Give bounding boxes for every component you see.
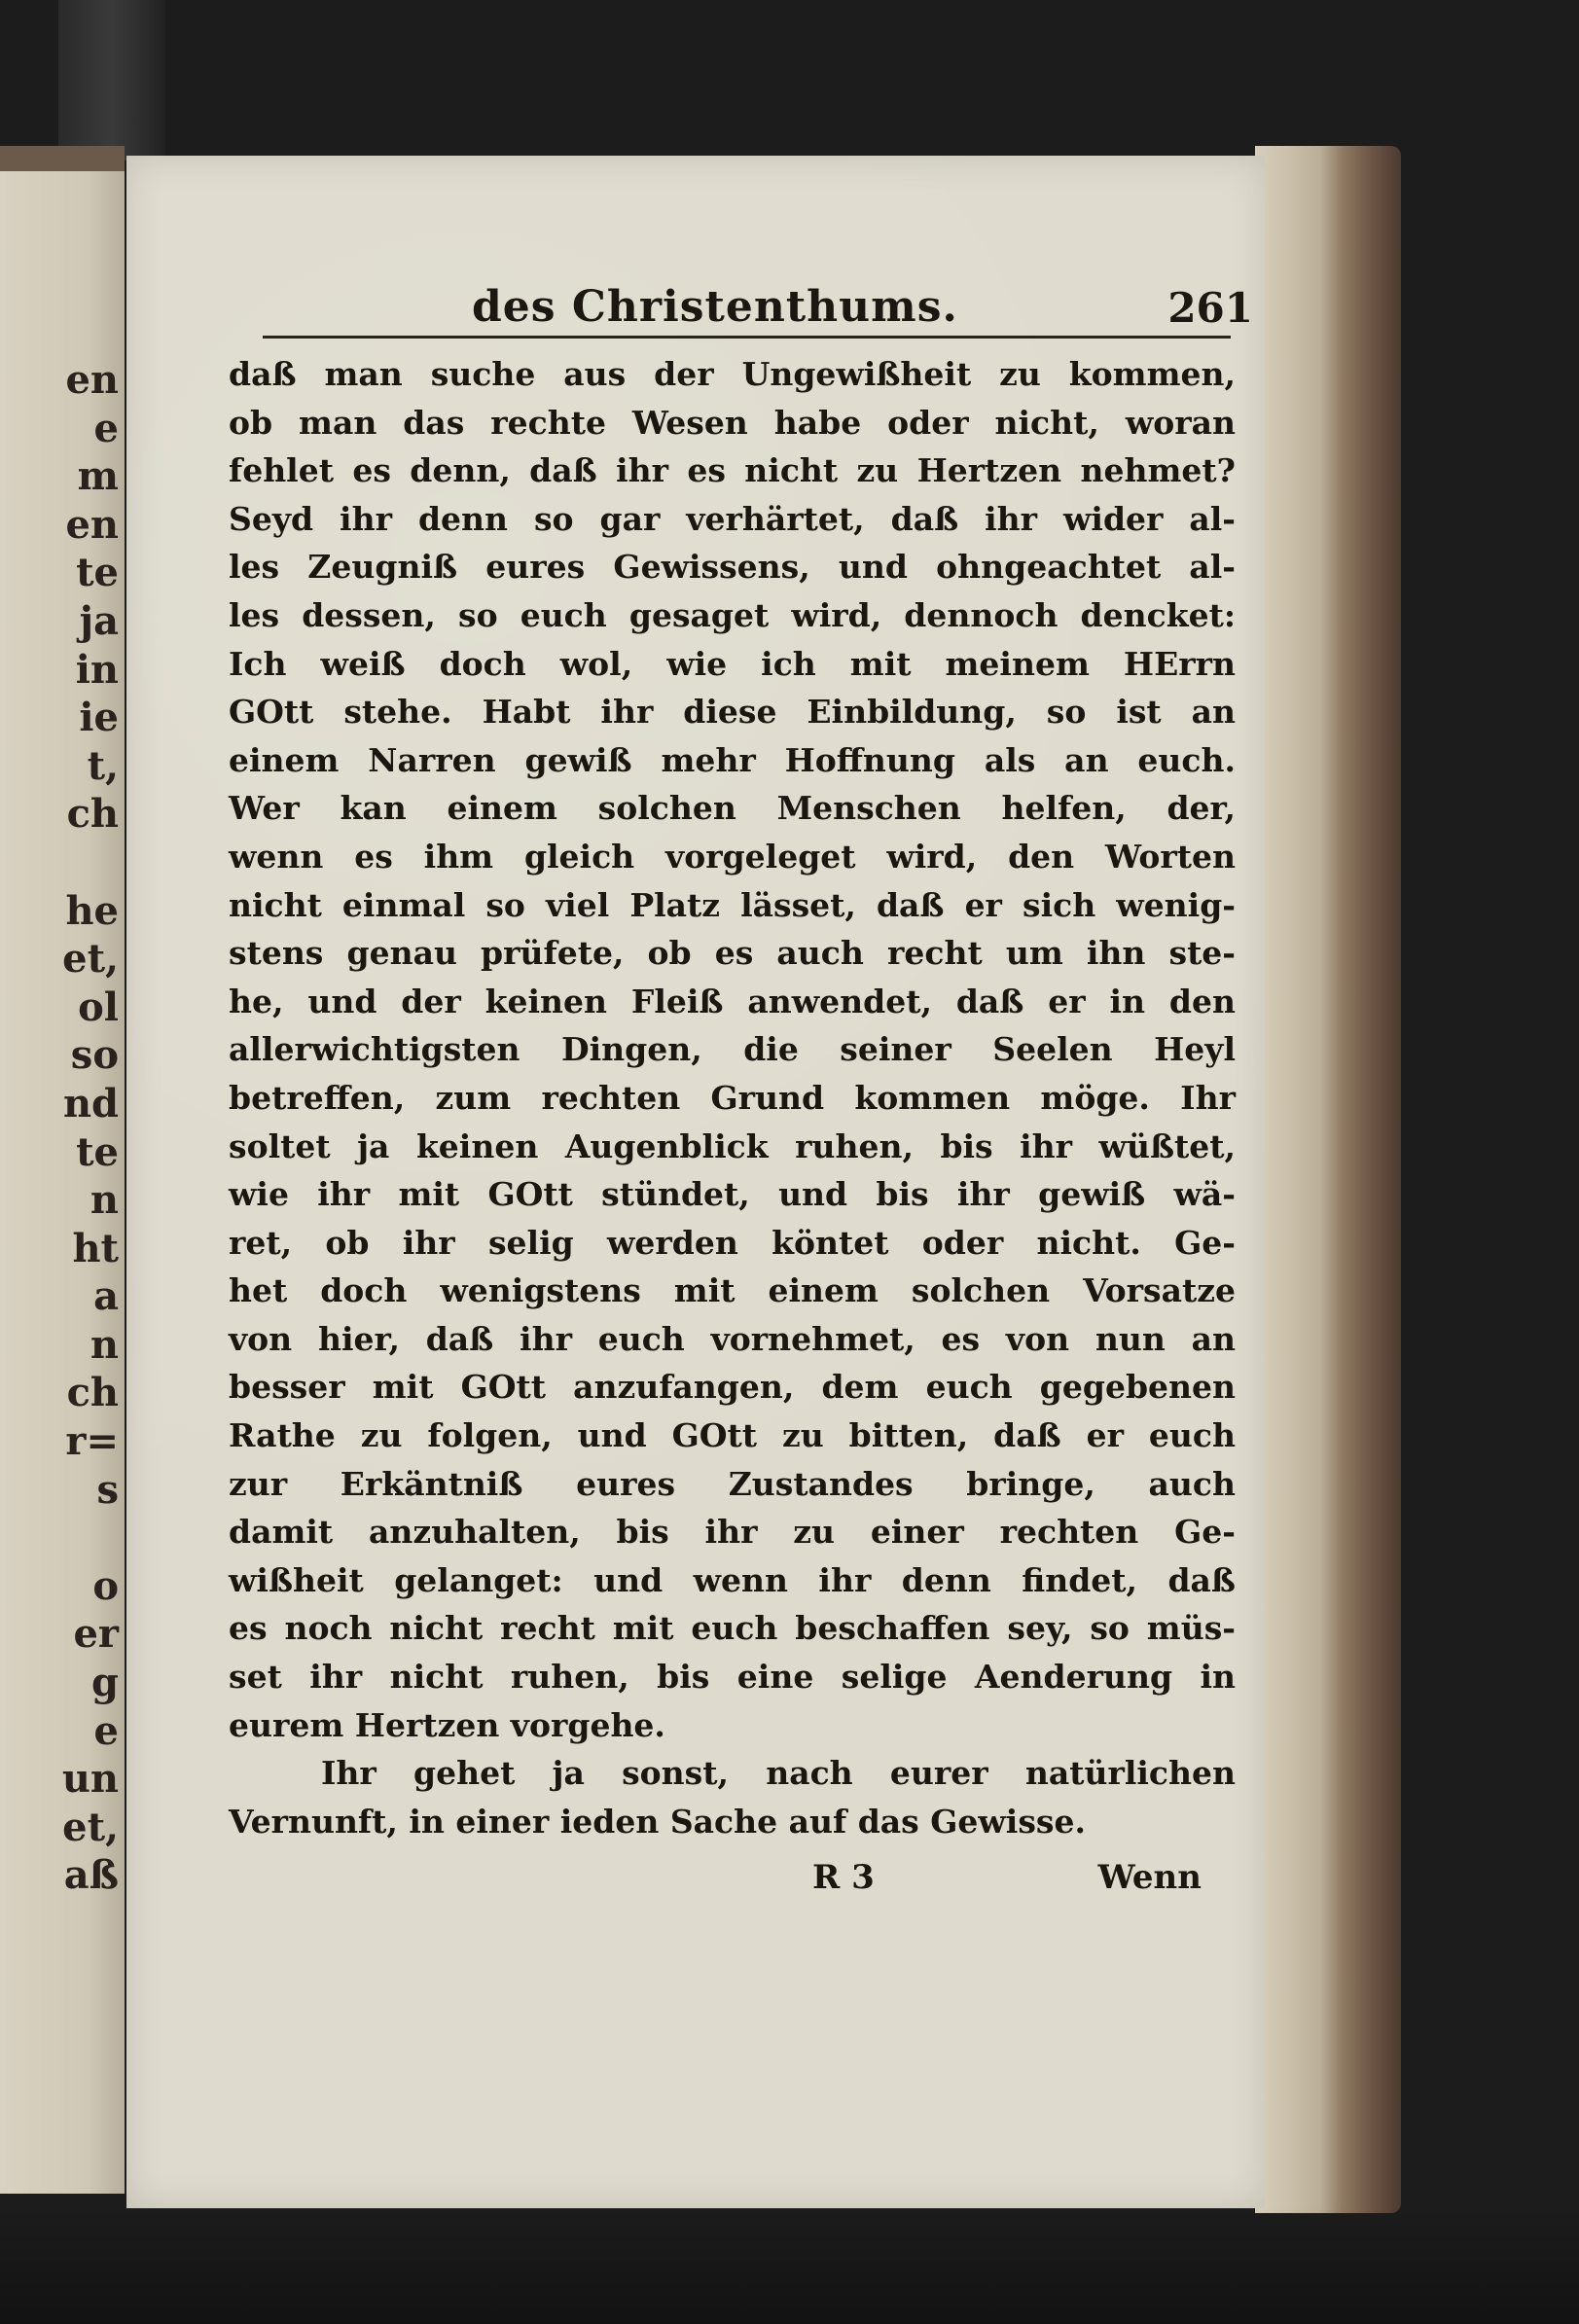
text-line: Ihr gehet ja sonst, nach eurer natürlichen (321, 1754, 1236, 1793)
text-line: GOtt stehe. Habt ihr diese Einbildung, so ist an (229, 693, 1236, 732)
left-fragment: n (90, 1321, 119, 1368)
text-line: fehlet es denn, daß ihr es nicht zu Hertzen nehmet? (229, 451, 1236, 490)
text-line: wißheit gelanget: und wenn ihr denn findet, daß (229, 1560, 1236, 1599)
left-fragment: un (61, 1756, 119, 1803)
left-fragment: t, (87, 742, 119, 789)
page-fore-edge (1255, 146, 1401, 2213)
left-page (0, 146, 125, 2194)
text-line: ret, ob ihr selig werden köntet oder nicht. Ge- (229, 1223, 1236, 1262)
text-line: wie ihr mit GOtt stündet, und bis ihr gewiß wä- (229, 1175, 1236, 1214)
text-line: zur Erkäntniß eures Zustandes bringe, auch (229, 1464, 1236, 1503)
left-fragment: ol (78, 983, 119, 1030)
left-fragment: ch (66, 1370, 119, 1416)
text-line: nicht einmal so viel Platz lässet, daß er sich wenig- (229, 885, 1236, 924)
text-line: Seyd ihr denn so gar verhärtet, daß ihr wider al- (229, 499, 1236, 538)
left-fragment: et, (62, 1804, 119, 1850)
text-line: besser mit GOtt anzufangen, dem euch gegebenen (229, 1368, 1236, 1407)
running-title: des Christenthums. (472, 282, 958, 332)
text-line: einem Narren gewiß mehr Hoffnung als an euch. (229, 740, 1236, 779)
text-line: he, und der keinen Fleiß anwendet, daß er in den (229, 982, 1236, 1020)
left-fragment: s (96, 1466, 119, 1513)
body-text (229, 350, 1236, 1845)
text-line: Ich weiß doch wol, wie ich mit meinem HErrn (229, 644, 1236, 683)
left-fragment: te (76, 550, 119, 596)
left-fragment: e (93, 405, 119, 451)
left-fragment: te (76, 1128, 119, 1175)
left-fragment: en (65, 501, 119, 548)
text-line: eurem Hertzen vorgehe. (229, 1705, 665, 1744)
left-fragment: nd (62, 1080, 119, 1126)
text-line: betreffen, zum rechten Grund kommen möge. Ihr (229, 1078, 1236, 1117)
text-line: soltet ja keinen Augenblick ruhen, bis ihr wüßtet, (229, 1126, 1236, 1165)
left-fragment: m (77, 453, 119, 500)
left-fragment: aß (63, 1852, 119, 1899)
text-line: stens genau prüfete, ob es auch recht um ihn ste- (229, 934, 1236, 973)
left-page-fragments (0, 356, 119, 1900)
text-line: damit anzuhalten, bis ihr zu einer rechten Ge- (229, 1513, 1236, 1552)
left-fragment: g (91, 1660, 119, 1706)
text-line: Wer kan einem solchen Menschen helfen, der, (229, 789, 1236, 828)
text-line: het doch wenigstens mit einem solchen Vorsatze (229, 1271, 1236, 1310)
text-line: set ihr nicht ruhen, bis eine selige Aenderung in (229, 1658, 1236, 1697)
text-line: daß man suche aus der Ungewißheit zu kommen, (229, 355, 1236, 393)
bottom-shadow (0, 2207, 1579, 2324)
text-line: les dessen, so euch gesaget wird, dennoch dencket: (229, 595, 1236, 634)
text-line: allerwichtigsten Dingen, die seiner Seelen Heyl (229, 1030, 1236, 1069)
text-line: ob man das rechte Wesen habe oder nicht, woran (229, 403, 1236, 442)
left-fragment: he (65, 887, 119, 934)
spine-strap (58, 0, 165, 161)
page-footer (229, 1858, 1202, 1912)
left-fragment: e (93, 1707, 119, 1754)
left-fragment: n (90, 1177, 119, 1224)
left-fragment: ch (66, 791, 119, 838)
text-line: wenn es ihm gleich vorgeleget wird, den Worten (229, 837, 1236, 876)
book-page (126, 156, 1265, 2208)
page-number: 261 (1167, 284, 1253, 332)
left-fragment: et, (62, 936, 119, 983)
left-fragment: en (65, 357, 119, 403)
left-fragment: so (70, 1032, 119, 1079)
left-fragment: a (93, 1273, 119, 1320)
left-fragment (0, 1514, 119, 1562)
text-line: Vernunft, in einer ieden Sache auf das Gewisse. (229, 1802, 1086, 1841)
left-fragment: ja (79, 597, 119, 644)
catchword: Wenn (1097, 1858, 1202, 1897)
page-header (126, 282, 1265, 350)
text-line: Rathe zu folgen, und GOtt zu bitten, daß er euch (229, 1416, 1236, 1455)
left-fragment: r= (65, 1418, 119, 1465)
left-fragment: ht (72, 1225, 119, 1271)
left-fragment: in (75, 646, 119, 693)
text-line: les Zeugniß eures Gewissens, und ohngeachtet al- (229, 548, 1236, 587)
left-fragment: o (92, 1562, 119, 1609)
signature-mark: R 3 (812, 1858, 875, 1897)
text-line: von hier, daß ihr euch vornehmet, es von nun an (229, 1319, 1236, 1358)
header-rule (263, 336, 1231, 339)
left-fragment: er (73, 1611, 119, 1658)
text-line: es noch nicht recht mit euch beschaffen sey, so müs- (229, 1609, 1236, 1648)
left-fragment: ie (79, 695, 119, 741)
left-fragment (0, 839, 119, 887)
